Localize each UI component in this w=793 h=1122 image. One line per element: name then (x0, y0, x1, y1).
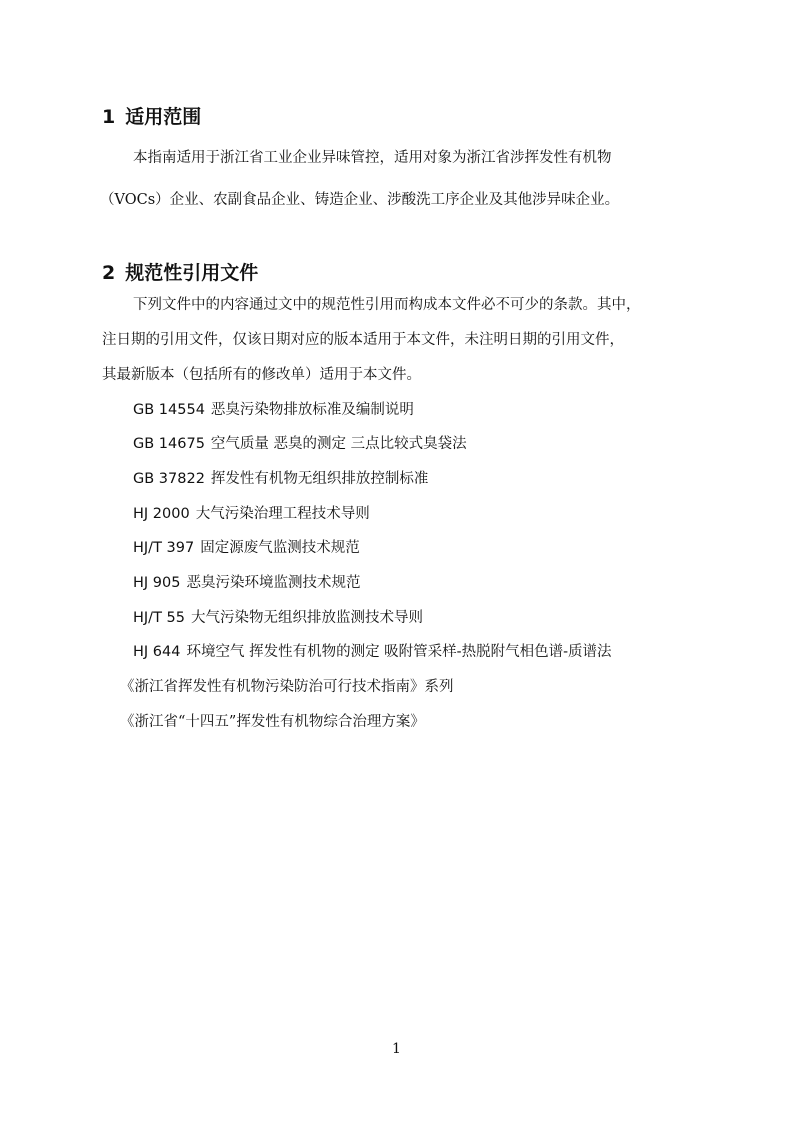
section-2-number: 2 (102, 262, 116, 284)
reference-item (133, 642, 611, 662)
section-2-heading (102, 261, 258, 285)
reference-code: HJ/T 397 (133, 540, 195, 556)
reference-code: GB 14675 (133, 436, 205, 452)
section-2-title: 规范性引用文件 (125, 262, 259, 284)
reference-code: HJ 905 (133, 575, 181, 591)
section-1-number: 1 (102, 106, 116, 128)
reference-item (133, 608, 423, 628)
reference-code: HJ/T 55 (133, 610, 185, 626)
reference-code: HJ 2000 (133, 506, 190, 522)
reference-title: 恶臭污染物排放标准及编制说明 (210, 402, 414, 418)
reference-item (133, 538, 360, 558)
reference-item (133, 400, 414, 420)
section-2-paragraph-line-3: 其最新版本（包括所有的修改单）适用于本文件。 (102, 367, 421, 383)
reference-title: 恶臭污染环境监测技术规范 (186, 575, 361, 591)
reference-item (133, 434, 467, 454)
reference-title: 大气污染物无组织排放监测技术导则 (190, 610, 423, 626)
reference-title: 大气污染治理工程技术导则 (195, 506, 370, 522)
page-number: 1 (392, 1041, 401, 1057)
section-1-paragraph-line-1: 本指南适用于浙江省工业企业异味管控，适用对象为浙江省涉挥发性有机物 (133, 150, 612, 166)
reference-code: HJ 644 (133, 644, 181, 660)
reference-title: 空气质量 恶臭的测定 三点比较式臭袋法 (210, 436, 467, 452)
reference-title: 挥发性有机物无组织排放控制标准 (210, 471, 429, 487)
reference-item (133, 469, 428, 489)
section-2-paragraph-line-1: 下列文件中的内容通过文中的规范性引用而构成本文件必不可少的条款。其中， (133, 297, 641, 313)
reference-plan: 《浙江省“十四五”挥发性有机物综合治理方案》 (120, 714, 425, 730)
reference-item (133, 504, 370, 524)
reference-title: 固定源废气监测技术规范 (200, 540, 360, 556)
section-1-title: 适用范围 (125, 106, 202, 128)
reference-guide-series: 《浙江省挥发性有机物污染防治可行技术指南》系列 (120, 679, 454, 695)
section-1-paragraph-line-2: （VOCs）企业、农副食品企业、铸造企业、涉酸洗工序企业及其他涉异味企业。 (100, 192, 620, 208)
reference-item (133, 573, 360, 593)
reference-title: 环境空气 挥发性有机物的测定 吸附管采样-热脱附气相色谱-质谱法 (186, 644, 612, 660)
section-1-heading (102, 105, 201, 129)
section-2-paragraph-line-2: 注日期的引用文件，仅该日期对应的版本适用于本文件，未注明日期的引用文件， (102, 332, 624, 348)
reference-code: GB 37822 (133, 471, 205, 487)
reference-code: GB 14554 (133, 402, 205, 418)
